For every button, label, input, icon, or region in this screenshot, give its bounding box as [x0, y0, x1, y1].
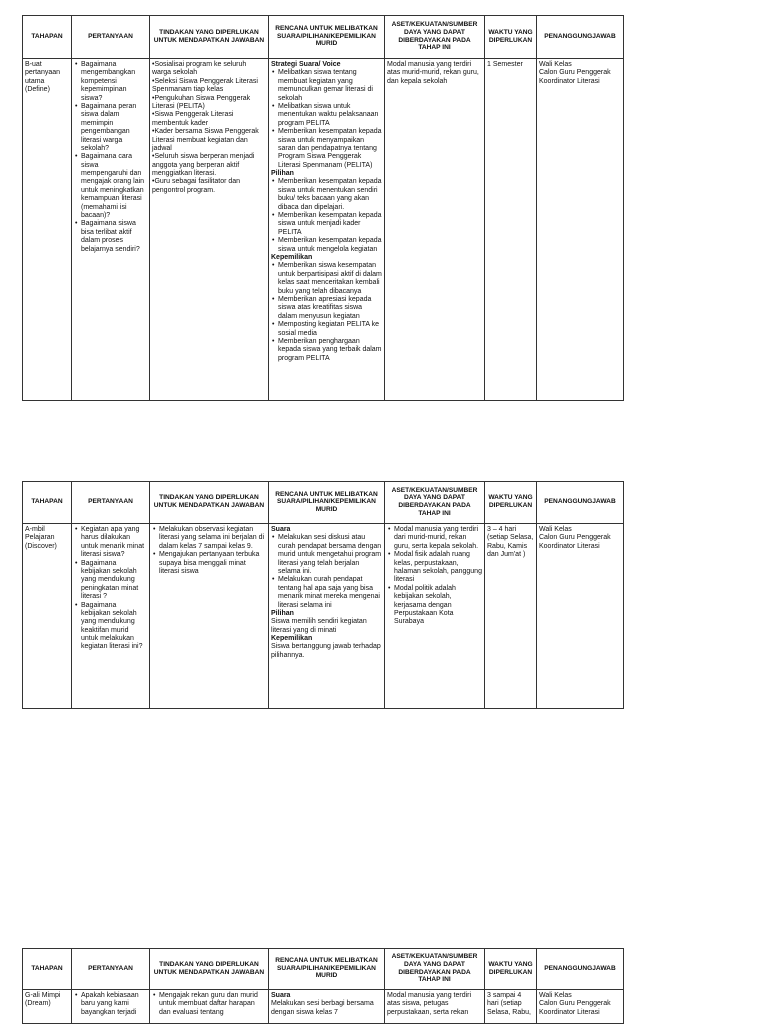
table-row	[23, 990, 624, 1024]
cell-rencana	[269, 59, 385, 401]
header-pertanyaan: PERTANYAAN	[72, 949, 150, 990]
list-item: •Pengukuhan Siswa Penggerak Literasi (PELITA)	[152, 94, 251, 110]
header-tindakan: TINDAKAN YANG DIPERLUKAN UNTUK MENDAPATKAN JAWABAN	[150, 949, 269, 990]
list-item: Wali Kelas	[539, 992, 572, 999]
list-item: • Bagaimana mengembangkan kompetensi kepemimpinan siswa?	[74, 61, 147, 103]
table-header-row	[23, 16, 624, 59]
list-item: Koordinator Literasi	[539, 542, 600, 550]
list-item: • Mengajukan pertanyaan terbuka supaya bisa menggali minat literasi siswa	[152, 551, 266, 576]
cell-rencana	[269, 990, 385, 1024]
list-item: • Memberikan penghargaan kepada siswa yang terbaik dalam program PELITA	[271, 338, 382, 363]
list-item: • Melibatkan siswa tentang membuat kegiatan yang memunculkan gemar literasi di sekolah	[271, 69, 382, 103]
list-item: • Bagaimana cara siswa mempengaruhi dan mengajak orang lain untuk meningkatkan kemampuan literasi (memahami isi bacaan)?	[74, 153, 147, 220]
header-rencana: RENCANA UNTUK MELIBATKAN SUARA/PILIHAN/KEPEMILIKAN MURID	[269, 949, 385, 990]
list-item: Koordinator Literasi	[539, 1008, 600, 1016]
list-item: •Kader bersama Siswa Penggerak Literasi membuat kegiatan dan jadwal	[152, 128, 259, 152]
cell-pertanyaan	[72, 524, 150, 709]
header-waktu: WAKTU YANG DIPERLUKAN	[485, 16, 537, 59]
table-row	[23, 59, 624, 401]
cell-rencana	[269, 524, 385, 709]
section-title-pilihan: Pilihan	[271, 609, 294, 617]
list-item: Wali Kelas	[539, 61, 572, 68]
list-item: • Bagaimana kebijakan sekolah yang mendukung keaktifan murid untuk melakukan kegiatan literasi ini?	[74, 602, 147, 652]
table-row	[23, 524, 624, 709]
list-item: • Bagaimana siswa bisa terlibat aktif dalam proses belajarnya sendiri?	[74, 220, 147, 254]
list-item: • Memberikan apresiasi kepada siswa atas kreatifitas siswa dalam menyusun kegiatan	[271, 296, 382, 321]
list-item: Wali Kelas	[539, 526, 572, 533]
cell-waktu: 1 Semester	[485, 59, 537, 401]
header-pertanyaan: PERTANYAAN	[72, 482, 150, 524]
table-header-row	[23, 949, 624, 990]
section-title-kepemilikan: Kepemilikan	[271, 635, 313, 643]
cell-aset	[385, 524, 485, 709]
list-item: • Modal manusia yang terdiri dari murid-murid, rekan guru, serta kepala sekolah.	[387, 526, 482, 551]
header-rencana: RENCANA UNTUK MELIBATKAN SUARA/PILIHAN/KEPEMILIKAN MURID	[269, 16, 385, 59]
section-title-suara: Strategi Suara/ Voice	[271, 61, 341, 68]
section-text-pilihan: Siswa memilih sendiri kegiatan literasi yang di minati	[271, 618, 367, 634]
list-item: •Sosialisai program ke seluruh warga sekolah	[152, 61, 247, 77]
list-item: • Memberikan siswa kesempatan untuk berpartisipasi aktif di dalam kelas saat menceritakan kembali buku yang telah dibacanya	[271, 262, 382, 296]
cell-tahapan: A-mbil Pelajaran (Discover)	[23, 524, 72, 709]
plan-table-dream	[22, 948, 624, 1024]
header-penanggungjawab: PENANGGUNGJAWAB	[537, 949, 624, 990]
cell-pertanyaan	[72, 59, 150, 401]
cell-tindakan	[150, 59, 269, 401]
cell-tahapan: G-ali Mimpi (Dream)	[23, 990, 72, 1024]
header-tahapan: TAHAPAN	[23, 482, 72, 524]
cell-pertanyaan	[72, 990, 150, 1024]
list-item: Calon Guru Penggerak	[539, 1000, 611, 1008]
list-item: Calon Guru Penggerak	[539, 534, 611, 542]
cell-waktu: 3 sampai 4 hari (setiap Selasa, Rabu,	[485, 990, 537, 1024]
list-item: Calon Guru Penggerak	[539, 69, 611, 77]
header-aset: ASET/KEKUATAN/SUMBER DAYA YANG DAPAT DIBERDAYAKAN PADA TAHAP INI	[385, 482, 485, 524]
list-item: •Seleksi Siswa Penggerak Literasi Spenmanam tiap kelas	[152, 77, 258, 94]
list-item: •Siswa Penggerak Literasi membentuk kader	[152, 111, 234, 127]
header-aset: ASET/KEKUATAN/SUMBER DAYA YANG DAPAT DIBERDAYAKAN PADA TAHAP INI	[385, 16, 485, 59]
section-text-kepemilikan: Siswa bertanggung jawab terhadap pilihannya.	[271, 643, 381, 659]
list-item: • Memposting kegiatan PELITA ke sosial media	[271, 321, 382, 338]
plan-table-discover	[22, 481, 624, 709]
list-item: •Guru sebagai fasilitator dan pengontrol program.	[152, 178, 241, 194]
list-item: •Seluruh siswa berperan menjadi anggota yang berperan aktif menggiatkan literasi.	[152, 153, 255, 178]
cell-aset: Modal manusia yang terdiri atas siswa, petugas perpustakaan, serta rekan	[385, 990, 485, 1024]
header-tindakan: TINDAKAN YANG DIPERLUKAN UNTUK MENDAPATKAN JAWABAN	[150, 482, 269, 524]
header-tahapan: TAHAPAN	[23, 16, 72, 59]
list-item: • Memberikan kesempatan kepada siswa untuk menyampaikan saran dan pendapatnya tentang Program Siswa Penggerak Literasi Spenmanam (PELITA)	[271, 128, 382, 170]
header-waktu: WAKTU YANG DIPERLUKAN	[485, 482, 537, 524]
cell-waktu: 3 – 4 hari (setiap Selasa, Rabu, Kamis dan Jum'at )	[485, 524, 537, 709]
list-item: • Memberikan kesempatan kepada siswa untuk menjadi kader PELITA	[271, 212, 382, 237]
list-item: • Melakukan observasi kegiatan literasi yang selama ini berjalan di dalam kelas 7 sampai kelas 9.	[152, 526, 266, 551]
header-tindakan: TINDAKAN YANG DIPERLUKAN UNTUK MENDAPATKAN JAWABAN	[150, 16, 269, 59]
list-item: • Melibatkan siswa untuk menentukan waktu pelaksanaan program PELITA	[271, 103, 382, 128]
section-title-suara: Suara	[271, 526, 291, 533]
header-rencana: RENCANA UNTUK MELIBATKAN SUARA/PILIHAN/KEPEMILIKAN MURID	[269, 482, 385, 524]
section-title-suara: Suara	[271, 992, 291, 999]
list-item: • Bagaimana peran siswa dalam memimpin pengembangan literasi warga sekolah?	[74, 103, 147, 153]
plan-table-define	[22, 15, 624, 401]
list-item: • Memberikan kesempatan kepada siswa untuk mengelola kegiatan	[271, 237, 382, 254]
section-title-pilihan: Pilihan	[271, 170, 294, 178]
cell-penanggungjawab	[537, 59, 624, 401]
list-item: • Bagaimana kebijakan sekolah yang mendukung peningkatan minat literasi ?	[74, 560, 147, 602]
list-item: • Kegiatan apa yang harus dilakukan untuk menarik minat literasi siswa?	[74, 526, 147, 560]
cell-tindakan	[150, 524, 269, 709]
cell-aset: Modal manusia yang terdiri atas murid-murid, rekan guru, dan kepala sekolah	[385, 59, 485, 401]
table-header-row	[23, 482, 624, 524]
list-item: • Modal fisik adalah ruang kelas, perpustakaan, halaman sekolah, panggung literasi	[387, 551, 482, 585]
header-penanggungjawab: PENANGGUNGJAWAB	[537, 16, 624, 59]
list-item: • Melakukan curah pendapat tentang hal apa saja yang bisa menarik minat mereka mengenai literasi selama ini	[271, 576, 382, 610]
list-item: • Modal politik adalah kebijakan sekolah, kerjasama dengan Perpustakaan Kota Surabaya	[387, 585, 482, 627]
header-aset: ASET/KEKUATAN/SUMBER DAYA YANG DAPAT DIBERDAYAKAN PADA TAHAP INI	[385, 949, 485, 990]
list-item: • Mengajak rekan guru dan murid untuk membuat daftar harapan dan evaluasi tentang	[152, 992, 266, 1017]
cell-tahapan: B-uat pertanyaan utama (Define)	[23, 59, 72, 401]
list-item: • Melakukan sesi diskusi atau curah pendapat bersama dengan murid untuk mengetahui program literasi yang telah berjalan selama ini.	[271, 534, 382, 576]
section-text-suara: Melakukan sesi berbagi bersama dengan siswa kelas 7	[271, 1000, 374, 1016]
header-tahapan: TAHAPAN	[23, 949, 72, 990]
list-item: Koordinator Literasi	[539, 77, 600, 85]
list-item: • Apakah kebiasaan baru yang kami bayangkan terjadi	[74, 992, 147, 1017]
list-item: • Memberikan kesempatan kepada siswa untuk menentukan sendiri buku/ teks bacaan yang akan dibaca dan dipelajari.	[271, 178, 382, 212]
cell-penanggungjawab	[537, 990, 624, 1024]
header-waktu: WAKTU YANG DIPERLUKAN	[485, 949, 537, 990]
cell-penanggungjawab	[537, 524, 624, 709]
cell-tindakan	[150, 990, 269, 1024]
section-title-kepemilikan: Kepemilikan	[271, 253, 313, 261]
header-penanggungjawab: PENANGGUNGJAWAB	[537, 482, 624, 524]
header-pertanyaan: PERTANYAAN	[72, 16, 150, 59]
